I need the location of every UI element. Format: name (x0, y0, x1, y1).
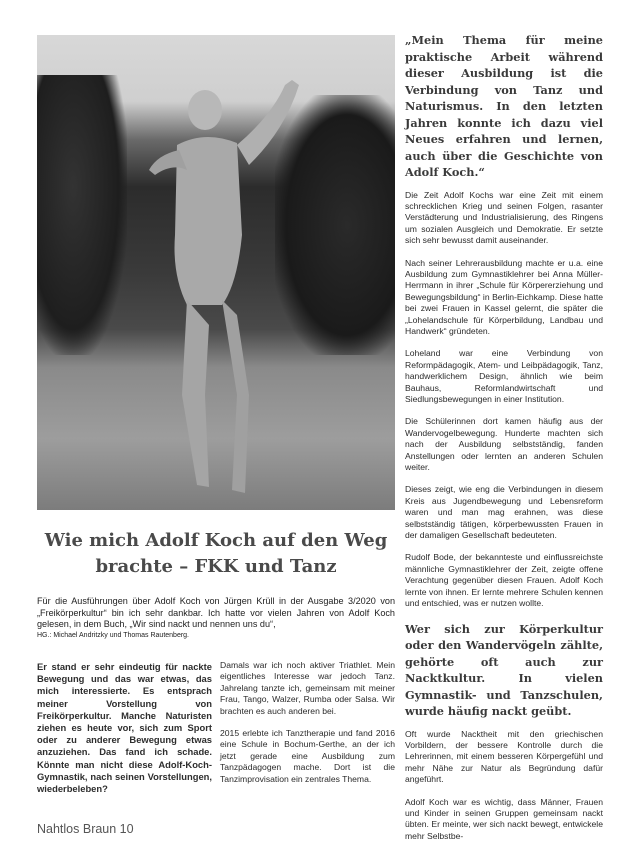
article-photo (37, 35, 395, 510)
paragraph: Die Schülerinnen dort kamen häufig aus der Wandervogelbewegung. Hunderte machten sich nach der Ausbildung selbstständig, fanden Anstellungen oder lernten an anderen Schulen weiter. (405, 416, 603, 473)
article-intro (37, 596, 395, 641)
paragraph: Nach seiner Lehrerausbildung machte er u.a. eine Ausbildung zum Gymnastiklehrer bei Anna Müller-Herrmann in ihrer „Schule für Körpererziehung und Bewegungsbildung“ in Berlin-Eichkamp. Diese hatte bei zwei Frauen in Kassel gelernt, die später die „Lohelandschule für Körperbildung, Landbau und Handwerk“ gründeten. (405, 257, 603, 336)
pull-quote: „Mein Thema für meine praktische Arbeit während dieser Ausbildung ist die Verbindung von Tanz und Naturismus. In den letzten Jahren konnte ich dazu viel Neues erfahren und lernen, auch über die Geschichte von Adolf Koch.“ (405, 33, 603, 179)
right-column (405, 32, 603, 853)
article-headline: Wie mich Adolf Koch auf den Weg brachte – FKK und Tanz (44, 530, 388, 577)
middle-paragraph: Damals war ich noch aktiver Triathlet. Mein eigentliches Interesse war jedoch Tanz. Jahrelang tanzte ich, gemeinsam mit meiner Frau, Tango, Walzer, Rumba oder Salsa. Wir brachten es auch anderen bei. (220, 660, 395, 716)
paragraph: Rudolf Bode, der bekannteste und einflussreichste männliche Gymnastiklehrer der Zeit, zeigte offene Verachtung gegenüber diesen Frauen. Adolf Koch lernte von ihnen. Er lernte mehrere Schulen kennen und entschied, was er nutzen wollte. (405, 552, 603, 609)
page-footer: Nahtlos Braun 10 (37, 822, 134, 836)
paragraph: Loheland war eine Verbindung von Reformpädagogik, Atem- und Leibpädagogik, Tanz, handwerklichem Design, ähnlich wie beim Bauhaus, Reformlandwirtschaft und Siedlungsbewegungen in einer Institution. (405, 348, 603, 404)
middle-paragraph: 2015 erlebte ich Tanztherapie und fand 2016 eine Schule in Bochum-Gerthe, an der ich jetzt gerade eine Ausbildung zum Tanzpädagogen mache. Dort ist die Tanzimprovisation ein zentrales Thema. (220, 728, 395, 784)
pull-quote: Wer sich zur Körperkultur oder den Wandervögeln zählte, gehörte oft auch zur Nacktkultur. In vielen Gymnastik- und Tanzschulen, wurde häufig nackt geübt. (405, 621, 603, 718)
paragraph: Oft wurde Nacktheit mit den griechischen Vorbildern, der bessere Kontrolle durch die Lehrerinnen, mit einem besseren Körpergefühl und mehr Nähe zur Natur als Begründung dafür angeführt. (405, 728, 603, 785)
paragraph: Adolf Koch war es wichtig, dass Männer, Frauen und Kinder in seinen Gruppen gemeinsam nackt übten. Er meinte, wer sich nackt bewegt, entwickele mehr Selbstbe- (405, 796, 603, 841)
middle-column (220, 660, 395, 796)
left-column-text: Er stand er sehr eindeutig für nackte Bewegung und das war etwas, das mich interessierte. Es entsprach meiner Vorstellung von Freikörperkultur. Manche Naturisten ziehen es heute vor, sich zum Sport oder zu anderer Bewegung etwas anzuziehen. Das fand ich schade. Könnte man nicht diese Adolf-Koch-Gymnastik, nach seinen Vorstellungen, wiederbeleben? (37, 661, 212, 795)
dancer-figure (37, 35, 395, 510)
paragraph: Die Zeit Adolf Kochs war eine Zeit mit einem schrecklichen Krieg und seinen Folgen, rasanter Verstädterung und Industrialisierung, des Ringens um sozialen Ausgleich und Demokratie. Er setzte sich sehr bewusst damit auseinander. (405, 189, 603, 246)
intro-credit: HG.: Michael Andritzky und Thomas Rautenberg. (37, 631, 190, 639)
intro-text: Für die Ausführungen über Adolf Koch von Jürgen Krüll in der Ausgabe 3/2020 von „Freikörperkultur“ bin ich sehr dankbar. Ich hatte vor vielen Jahren von Adolf Koch gelesen, in dem Buch, „Wir sind nackt und nennen uns du“, (37, 596, 395, 629)
paragraph: Dieses zeigt, wie eng die Verbindungen in diesem Kreis aus Jugendbewegung und Lebensreform waren und man mag erahnen, was diese selbstständig tätigen, körperbewussten Frauen in der damaligen Gesellschaft bedeuteten. (405, 484, 603, 541)
